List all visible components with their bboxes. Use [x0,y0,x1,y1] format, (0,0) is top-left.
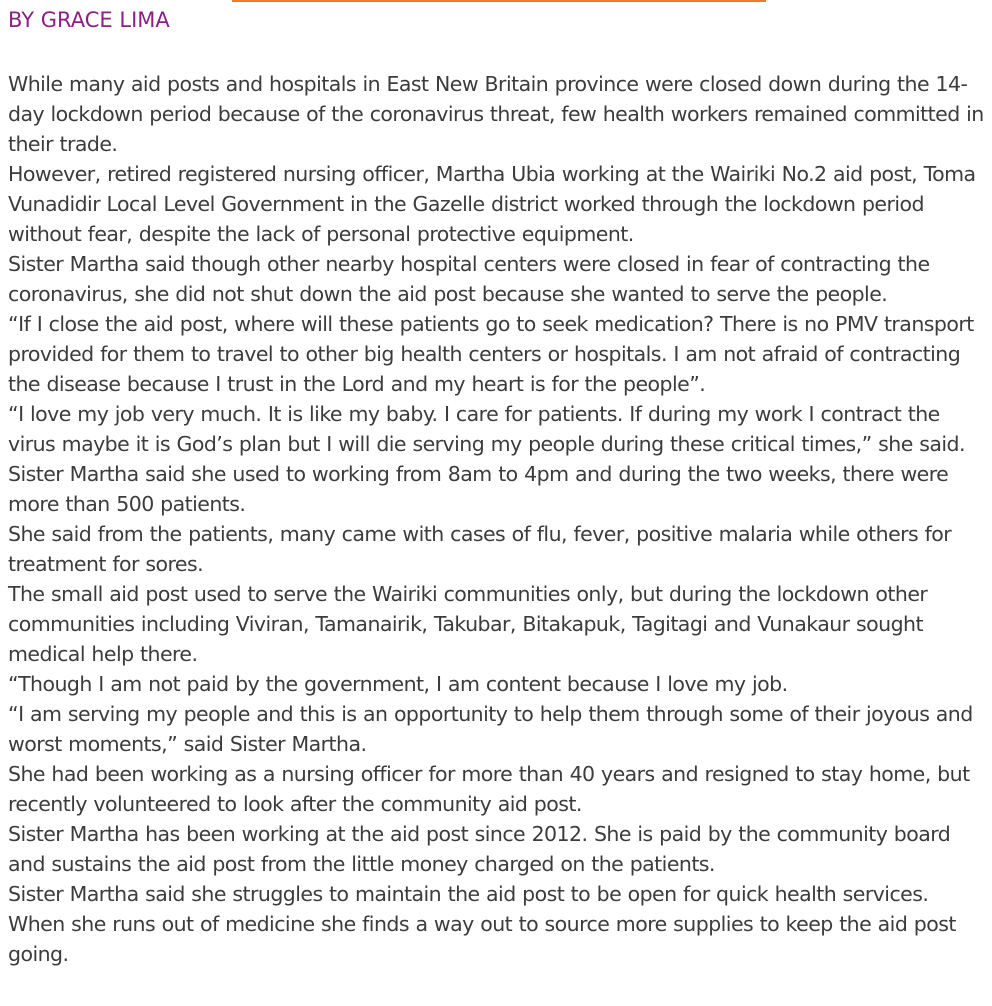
article-body [8,69,988,969]
article-paragraph: Sister Martha has been working at the aid post since 2012. She is paid by the community board and sustains the aid post from the little money charged on the patients. [8,822,951,876]
article-paragraph: The small aid post used to serve the Wairiki communities only, but during the lockdown other communities including Viviran, Tamanairik, Takubar, Bitakapuk, Tagitagi and Vunakaur sought medical help there. [8,582,928,666]
article-paragraph: Sister Martha said she used to working from 8am to 4pm and during the two weeks, there were more than 500 patients. [8,462,949,516]
article-paragraph: “If I close the aid post, where will these patients go to seek medication? There is no PMV transport provided for them to travel to other big health centers or hospitals. I am not afraid of contracting the disease because I trust in the Lord and my heart is for the people”. [8,312,974,396]
article-paragraph: She had been working as a nursing officer for more than 40 years and resigned to stay home, but recently volunteered to look after the community aid post. [8,762,970,816]
article-paragraph: “I am serving my people and this is an opportunity to help them through some of their joyous and worst moments,” said Sister Martha. [8,702,973,756]
top-divider [232,0,766,2]
article-paragraph: While many aid posts and hospitals in East New Britain province were closed down during the 14-day lockdown period because of the coronavirus threat, few health workers remained committed in their trade. [8,72,984,156]
article-paragraph: Sister Martha said she struggles to maintain the aid post to be open for quick health services. When she runs out of medicine she finds a way out to source more supplies to keep the aid post going. [8,882,956,966]
article-paragraph: Sister Martha said though other nearby hospital centers were closed in fear of contracting the coronavirus, she did not shut down the aid post because she wanted to serve the people. [8,252,930,306]
article-paragraph: However, retired registered nursing officer, Martha Ubia working at the Wairiki No.2 aid post, Toma Vunadidir Local Level Government in the Gazelle district worked through the lockdown period without fear, despite the lack of personal protective equipment. [8,162,976,246]
article-paragraph: “Though I am not paid by the government, I am content because I love my job. [8,672,788,696]
article-paragraph: “I love my job very much. It is like my baby. I care for patients. If during my work I contract the virus maybe it is God’s plan but I will die serving my people during these critical times,” she said. [8,402,965,456]
author-byline: BY GRACE LIMA [8,8,170,32]
article-paragraph: She said from the patients, many came with cases of flu, fever, positive malaria while others for treatment for sores. [8,522,952,576]
